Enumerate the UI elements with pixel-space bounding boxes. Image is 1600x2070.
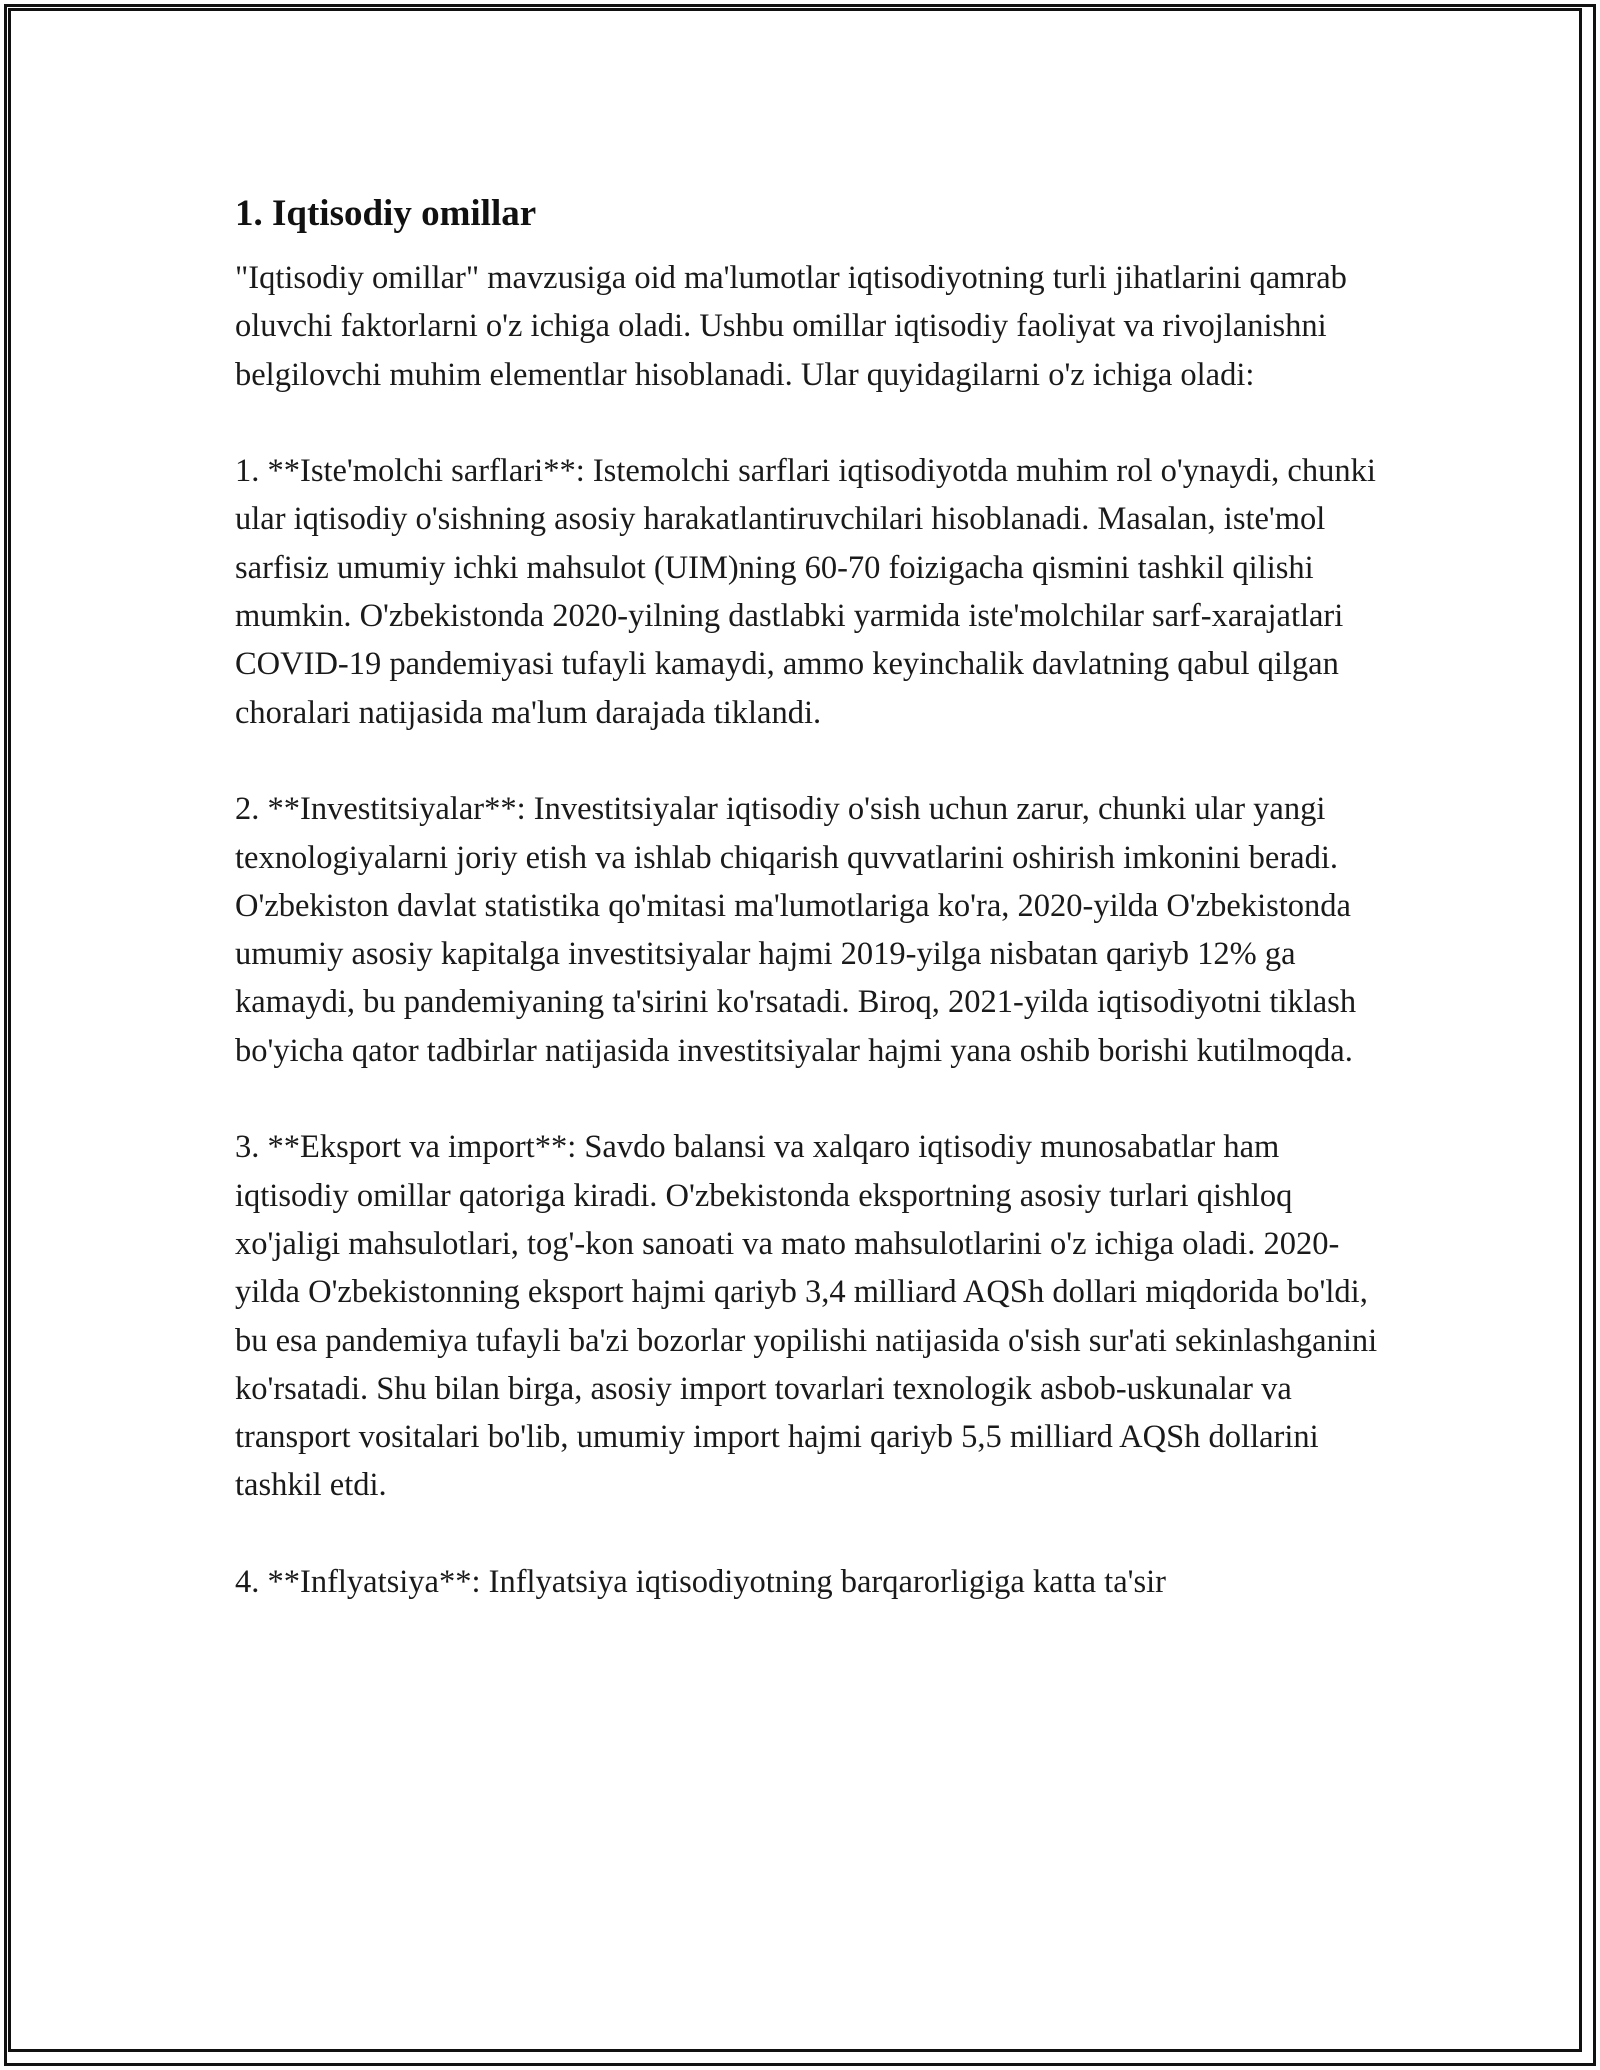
export-import-paragraph: 3. **Eksport va import**: Savdo balansi va xalqaro iqtisodiy munosabatlar ham iqtisodiy omillar qatoriga kiradi. O'zbekistonda eksportning asosiy turlari qishloq xo'jaligi mahsulotlari, tog'-kon sanoati va mato mahsulotlarini o'z ichiga oladi. 2020-yilda O'zbekistonning eksport hajmi qariyb 3,4 milliard AQSh dollari miqdorida bo'ldi, bu esa pandemiya tufayli ba'zi bozorlar yopilishi natijasida o'sish sur'ati sekinlashganini ko'rsatadi. Shu bilan birga, asosiy import tovarlari texnologik asbob-uskunalar va transport vositalari bo'lib, umumiy import hajmi qariyb 5,5 milliard AQSh dollarini tashkil etdi.: [235, 1129, 1386, 1504]
paragraph-spacer: [235, 737, 1385, 785]
intro-paragraph: "Iqtisodiy omillar" mavzusiga oid ma'lumotlar iqtisodiyotning turli jihatlarini qamrab oluvchi faktorlarni o'z ichiga oladi. Ushbu omillar iqtisodiy faoliyat va rivojlanishni belgilovchi muhim elementlar hisoblanadi. Ular quyidagilarni o'z ichiga oladi:: [235, 260, 1356, 393]
section-heading: 1. Iqtisodiy omillar: [235, 193, 537, 234]
paragraph-spacer: [235, 1075, 1385, 1123]
paragraph-spacer: [235, 399, 1385, 447]
inflation-paragraph: 4. **Inflyatsiya**: Inflyatsiya iqtisodiyotning barqarorligiga katta ta'sir: [235, 1564, 1166, 1601]
document-body: [235, 186, 1385, 1606]
consumer-spending-paragraph: 1. **Iste'molchi sarflari**: Istemolchi sarflari iqtisodiyotda muhim rol o'ynaydi, chunki ular iqtisodiy o'sishning asosiy harakatlantiruvchilari hisoblanadi. Masalan, iste'mol sarfisiz umumiy ichki mahsulot (UIM)ning 60-70 foizigacha qismini tashkil qilishi mumkin. O'zbekistonda 2020-yilning dastlabki yarmida iste'molchilar sarf-xarajatlari COVID-19 pandemiyasi tufayli kamaydi, ammo keyinchalik davlatning qabul qilgan choralari natijasida ma'lum darajada tiklandi.: [235, 453, 1384, 731]
paragraph-spacer: [235, 1510, 1385, 1558]
investments-paragraph: 2. **Investitsiyalar**: Investitsiyalar iqtisodiy o'sish uchun zarur, chunki ular yangi texnologiyalarni joriy etish va ishlab chiqarish quvvatlarini oshirish imkonini beradi. O'zbekiston davlat statistika qo'mitasi ma'lumotlariga ko'ra, 2020-yilda O'zbekistonda umumiy asosiy kapitalga investitsiyalar hajmi 2019-yilga nisbatan qariyb 12% ga kamaydi, bu pandemiyaning ta'sirini ko'rsatadi. Biroq, 2021-yilda iqtisodiyotni tiklash bo'yicha qator tadbirlar natijasida investitsiyalar hajmi yana oshib borishi kutilmoqda.: [235, 791, 1365, 1069]
